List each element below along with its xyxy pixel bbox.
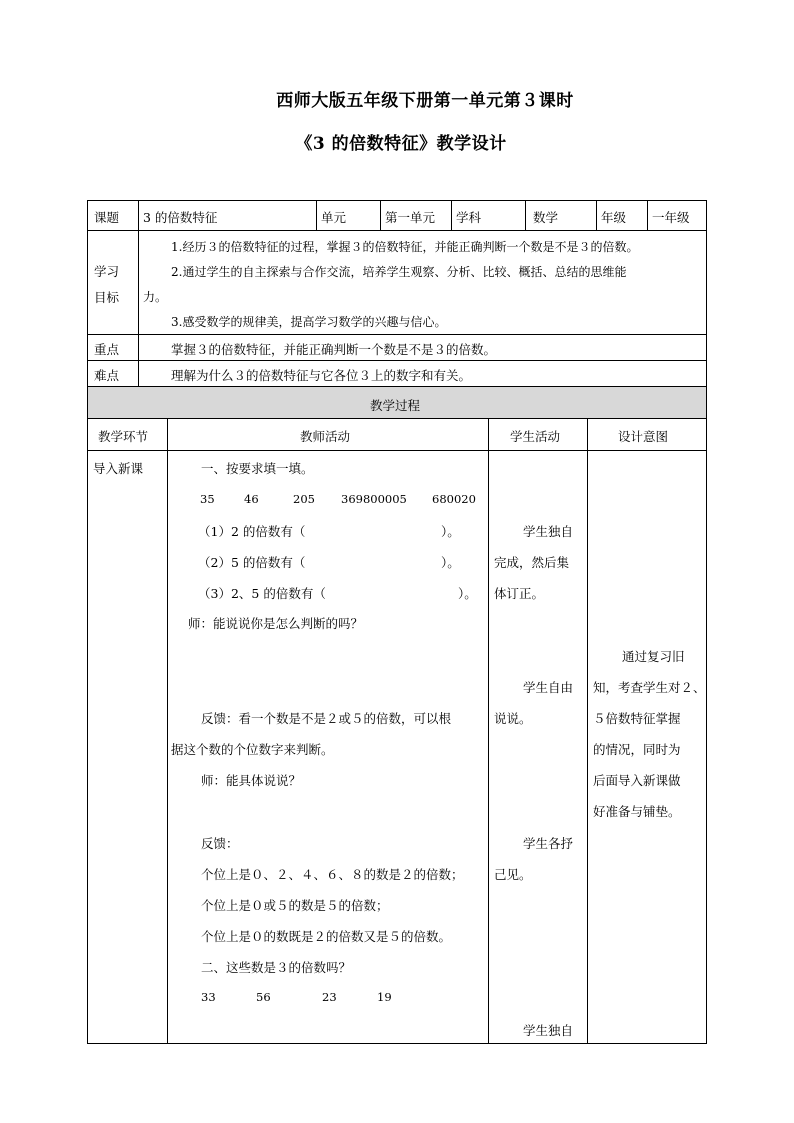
feedback-1-line2: 据这个数的个位数字来判断。 — [171, 742, 334, 757]
row-divider — [87, 450, 707, 451]
student-activity-3-line2: 己见。 — [494, 867, 532, 882]
number-680020: 680020 — [432, 492, 476, 506]
number-205: 205 — [293, 492, 315, 506]
intent-line2: 知，考查学生对２、 — [593, 680, 706, 695]
difficult-point-text: 理解为什么３的倍数特征与它各位３上的数字和有关。 — [171, 368, 472, 383]
objective-item-1: 1.经历３的倍数特征的过程，掌握３的倍数特征，并能正确判断一个数是不是３的倍数。 — [171, 240, 639, 254]
number-33: 33 — [201, 990, 216, 1004]
rule-3: 个位上是０的数既是２的倍数又是５的倍数。 — [201, 929, 452, 944]
key-point-label: 重点 — [94, 342, 120, 357]
col-divider — [587, 418, 588, 1044]
col-divider — [316, 200, 317, 230]
intent-line1: 通过复习旧 — [622, 649, 685, 664]
feedback-1-line1: 反馈：看一个数是不是２或５的倍数，可以根 — [201, 711, 452, 726]
question-2-end: ）。 — [441, 555, 460, 570]
intent-line3: ５倍数特征掌握 — [593, 711, 681, 726]
rule-1: 个位上是０、２、４、６、８的数是２的倍数； — [201, 867, 464, 882]
number-19: 19 — [377, 990, 392, 1004]
objectives-label-line2: 目标 — [94, 290, 120, 305]
teacher-task-2: 二、这些数是３的倍数吗？ — [201, 960, 352, 975]
row-divider — [87, 360, 707, 361]
student-activity-4-line1: 学生独自 — [523, 1023, 574, 1038]
feedback-2: 反馈： — [201, 836, 239, 851]
objective-item-3: 3.感受数学的规律美，提高学习数学的兴趣与信心。 — [171, 315, 447, 329]
question-3: （3）2、5 的倍数有（ — [198, 586, 326, 601]
stage-name: 导入新课 — [93, 461, 144, 476]
col-divider — [525, 200, 526, 230]
unit-value: 第一单元 — [385, 210, 436, 225]
objectives-label-line1: 学习 — [94, 264, 120, 279]
grade-label: 年级 — [601, 210, 627, 225]
teacher-ask-1: 师：能说说你是怎么判断的吗？ — [188, 616, 364, 631]
row-divider — [87, 230, 707, 231]
col-divider — [167, 418, 168, 1044]
question-3-end: ）。 — [458, 586, 477, 601]
subject-label: 学科 — [456, 210, 482, 225]
number-369800005: 369800005 — [341, 492, 407, 506]
subject-value: 数学 — [533, 210, 559, 225]
student-activity-3-line1: 学生各抒 — [523, 836, 574, 851]
intent-line6: 好准备与铺垫。 — [593, 804, 681, 819]
document-title-line1: 西师大版五年级下册第一单元第３课时 — [276, 91, 574, 111]
topic-value: 3 的倍数特征 — [143, 210, 218, 225]
student-activity-2-line1: 学生自由 — [523, 680, 574, 695]
number-56: 56 — [256, 990, 271, 1004]
difficult-point-label: 难点 — [94, 368, 120, 383]
col-divider — [596, 200, 597, 230]
col-header-teacher: 教师活动 — [300, 429, 351, 444]
col-divider — [380, 200, 381, 230]
student-activity-1-line1: 学生独自 — [523, 524, 574, 539]
question-1: （1）2 的倍数有（ — [198, 524, 306, 539]
col-header-intent: 设计意图 — [618, 429, 669, 444]
row-divider — [87, 418, 707, 419]
col-header-student: 学生活动 — [510, 429, 561, 444]
intent-line5: 后面导入新课做 — [593, 773, 681, 788]
unit-label: 单元 — [321, 210, 347, 225]
student-activity-1-line2: 完成，然后集 — [494, 555, 570, 570]
col-divider — [488, 418, 489, 1044]
number-35: 35 — [200, 492, 215, 506]
teacher-ask-2: 师：能具体说说？ — [201, 773, 302, 788]
col-divider — [138, 200, 139, 386]
grade-value: 一年级 — [652, 210, 690, 225]
document-title-line2: 《3 的倍数特征》教学设计 — [295, 134, 507, 154]
student-activity-2-line2: 说说。 — [494, 711, 532, 726]
objective-item-2-line2: 力。 — [143, 290, 168, 304]
row-divider — [87, 334, 707, 335]
col-header-stage: 教学环节 — [98, 429, 149, 444]
number-23: 23 — [322, 990, 337, 1004]
col-divider — [451, 200, 452, 230]
objective-item-2-line1: 2.通过学生的自主探索与合作交流，培养学生观察、分析、比较、概括、总结的思维能 — [171, 265, 627, 279]
teacher-task-1: 一、按要求填一填。 — [201, 461, 314, 476]
intent-line4: 的情况，同时为 — [593, 742, 681, 757]
question-2: （2）5 的倍数有（ — [198, 555, 306, 570]
student-activity-1-line3: 体订正。 — [494, 586, 545, 601]
topic-label: 课题 — [94, 210, 120, 225]
rule-2: 个位上是０或５的数是５的倍数； — [201, 898, 389, 913]
col-divider — [647, 200, 648, 230]
question-1-end: ）。 — [441, 524, 460, 539]
number-46: 46 — [244, 492, 259, 506]
key-point-text: 掌握３的倍数特征，并能正确判断一个数是不是３的倍数。 — [171, 342, 497, 357]
process-title: 教学过程 — [370, 398, 421, 413]
